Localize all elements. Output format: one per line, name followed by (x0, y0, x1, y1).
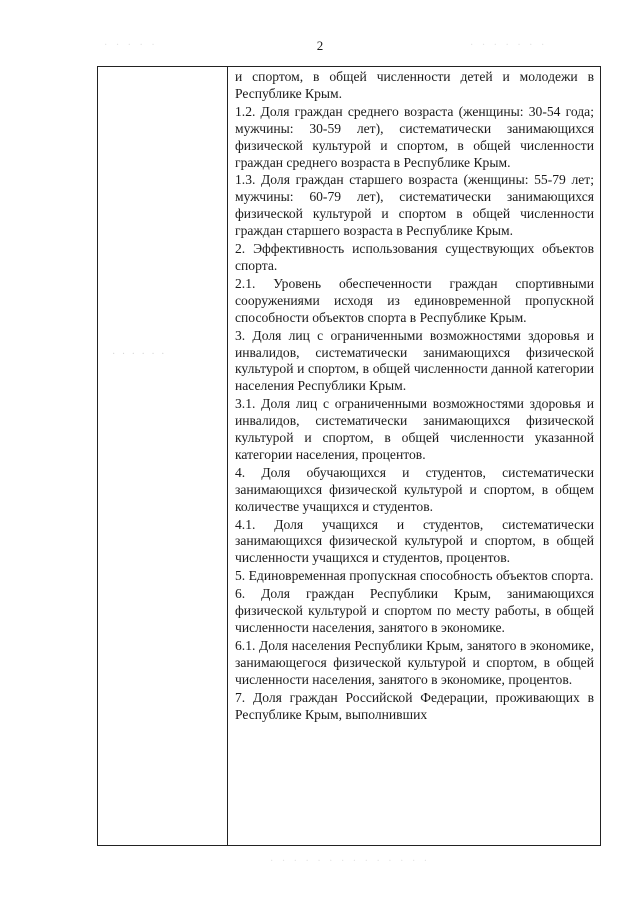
page-number: 2 (316, 38, 324, 53)
indicator-entry: 6.1. Доля населения Республики Крым, занятого в экономике, занимающегося физической культурой и спортом, в общей численности населения, занятого в экономике, процентов. (235, 637, 594, 687)
indicator-entry: 3.1. Доля лиц с ограниченными возможностями здоровья и инвалидов, систематически занимающихся физической культурой и спортом, в общей численности указанной категории населения, процентов. (235, 396, 594, 462)
indicator-entry: 7. Доля граждан Российской Федерации, проживающих в Республике Крым, выполнивших (235, 689, 594, 722)
indicator-entry: 4.1. Доля учащихся и студентов, систематически занимающихся физической культурой и спортом, в общей численности учащихся и студентов, процентов. (235, 516, 594, 566)
indicator-entry: и спортом, в общей численности детей и молодежи в Республике Крым. (235, 69, 594, 101)
table-right-column (228, 67, 600, 845)
indicator-entry: 2. Эффективность использования существующих объектов спорта. (235, 241, 594, 273)
indicator-entry: 4. Доля обучающихся и студентов, систематически занимающихся физической культурой и спортом, в общем количестве учащихся и студентов. (235, 464, 594, 514)
scan-artifact: · · · · · · (112, 349, 167, 360)
indicator-entry: 1.3. Доля граждан старшего возраста (женщины: 55-79 лет; мужчины: 60-79 лет), систематически занимающихся физической культурой и спортом в общей численности граждан старшего возраста в Республике Крым. (235, 172, 594, 239)
table-left-column (98, 67, 228, 845)
indicator-table (97, 66, 601, 846)
indicator-entry: 6. Доля граждан Республики Крым, занимающихся физической культурой и спортом по месту работы, в общей численности населения, занятого в экономике. (235, 586, 594, 635)
scan-artifact: · · · · · (104, 40, 158, 51)
indicator-entry: 3. Доля лиц с ограниченными возможностями здоровья и инвалидов, систематически занимающихся физической культурой и спортом, в общей численности данной категории населения Республики Крым. (235, 327, 594, 394)
indicator-entry: 1.2. Доля граждан среднего возраста (женщины: 30-54 года; мужчины: 30-59 лет), систематически занимающихся физической культурой и спортом, в общей численности граждан среднего возраста в Республике Крым. (235, 103, 594, 170)
scan-artifact: · · · · · · · (470, 40, 548, 51)
scan-artifact: · · · · · · · · · · · · · · (270, 856, 431, 867)
indicator-entry: 2.1. Уровень обеспеченности граждан спортивными сооружениями исходя из единовременной пропускной способности объектов спорта в Республике Крым. (235, 275, 594, 325)
indicator-entry: 5. Единовременная пропускная способность объектов спорта. (235, 568, 594, 584)
